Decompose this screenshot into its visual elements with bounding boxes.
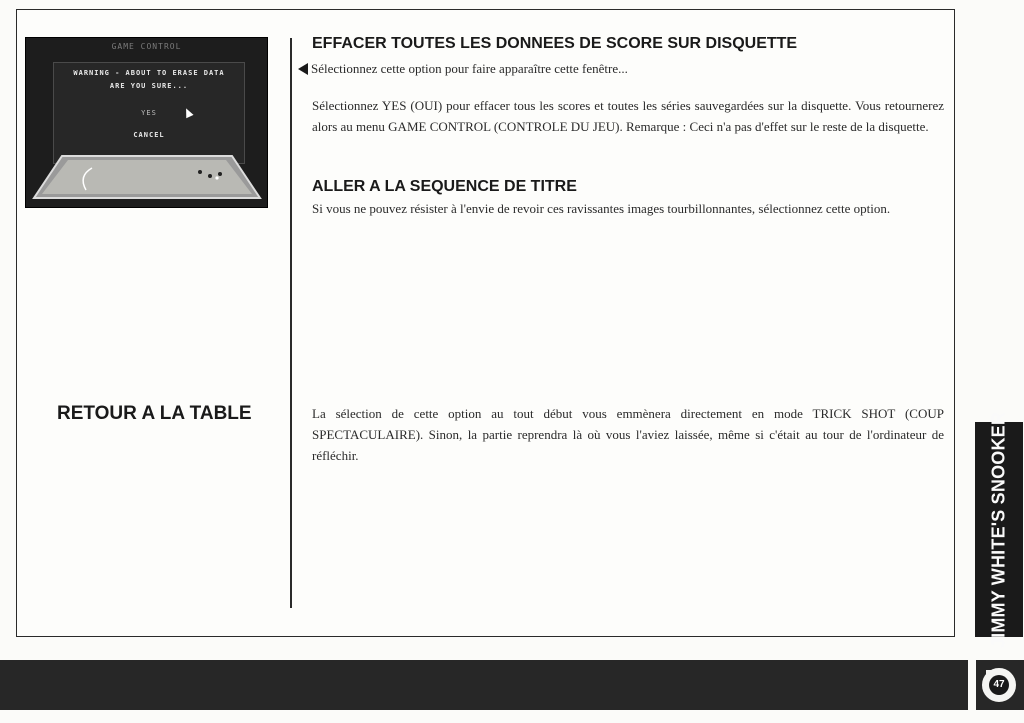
- erase-dialog: [53, 62, 245, 164]
- side-tab: [975, 411, 1023, 648]
- title-sequence-body-text: Si vous ne pouvez résister à l'envie de revoir ces ravissantes images tourbillonnantes, sélectionnez cette option.: [312, 201, 891, 216]
- screenshot-question: ARE YOU SURE...: [109, 82, 189, 90]
- erase-intro-label: Sélectionnez cette option pour faire apparaître cette fenêtre...: [311, 61, 628, 76]
- screenshot-yes-option: YES: [141, 109, 157, 117]
- screenshot-cancel-option: CANCEL: [133, 131, 165, 139]
- page-number: 47: [989, 675, 1009, 695]
- section-heading-title-sequence: ALLER A LA SEQUENCE DE TITRE: [312, 178, 577, 195]
- page-number-badge: [976, 660, 1024, 710]
- screenshot-warning: WARNING - ABOUT TO ERASE DATA: [73, 69, 225, 77]
- erase-body-text: Sélectionnez YES (OUI) pour effacer tous les scores et toutes les séries sauvegardées sur la disquette. Vous retournerez alors au menu GAME CONTROL (CONTROLE DU JEU). Remarque : Ceci n'a pas d'effet sur le reste de la disquette.: [312, 98, 944, 134]
- section-heading-erase-scores: EFFACER TOUTES LES DONNEES DE SCORE SUR DISQUETTE: [312, 35, 798, 52]
- page-badge-ring: [982, 668, 1016, 702]
- erase-intro-text: [298, 58, 938, 79]
- game-screenshot: [25, 37, 268, 208]
- column-divider: [290, 38, 292, 608]
- return-table-body-text: La sélection de cette option au tout début vous emmènera directement en mode TRICK SHOT (COUP SPECTACULAIRE). Sinon, la partie reprendra là où vous l'aviez laissée, même si c'était au tour de l'ordinateur de réfléchir.: [312, 406, 944, 463]
- snooker-table-image: [32, 154, 262, 200]
- screenshot-title: GAME CONTROL: [111, 42, 182, 51]
- side-tab-label: JIMMY WHITE'S SNOOKER: [988, 411, 1009, 648]
- pointer-arrow-icon: [298, 63, 308, 75]
- footer-bar: [0, 660, 968, 710]
- section-heading-return-table: RETOUR A LA TABLE: [57, 403, 252, 424]
